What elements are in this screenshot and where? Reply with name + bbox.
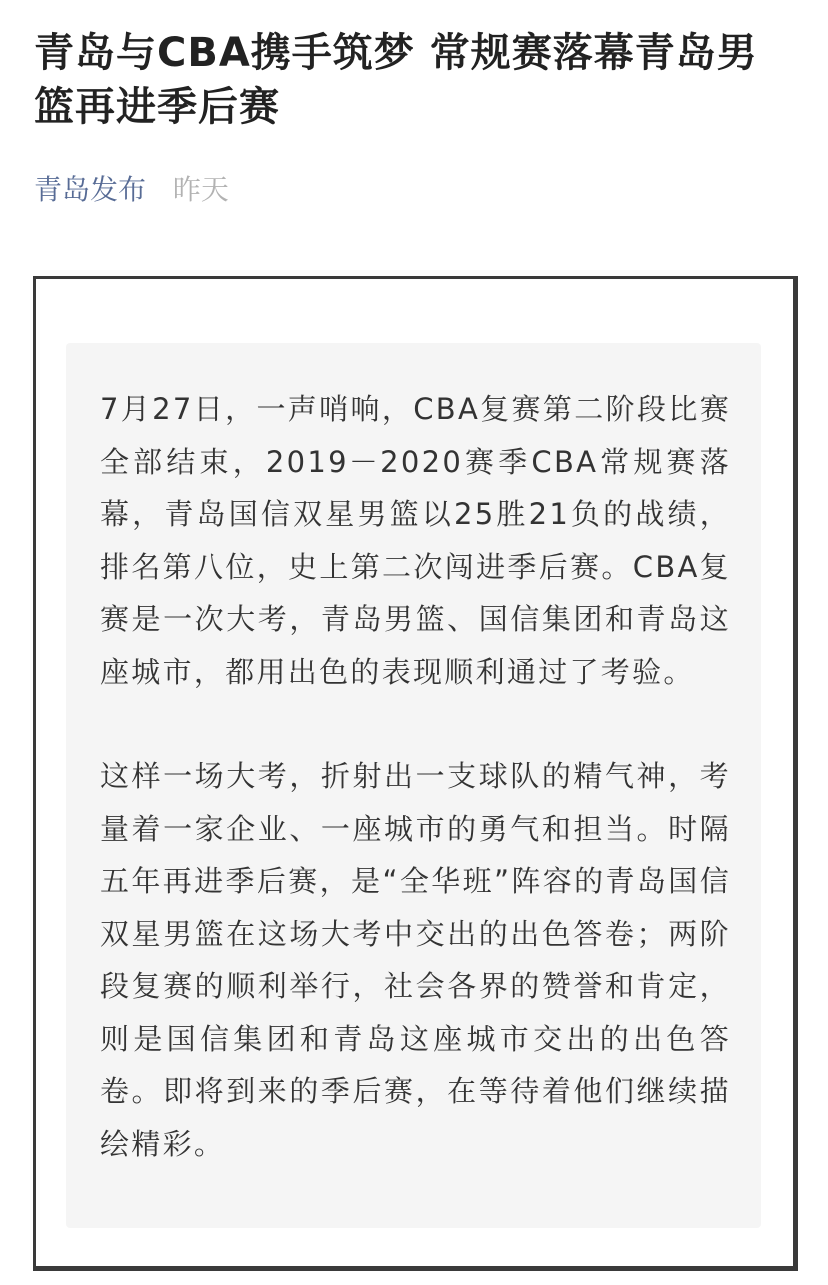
publish-time: 昨天: [172, 173, 229, 206]
article-meta: [34, 170, 229, 210]
source-account-link[interactable]: 青岛发布: [34, 173, 147, 206]
quote-paragraph-2: 这样一场大考，折射出一支球队的精气神，考量着一家企业、一座城市的勇气和担当。时隔五年再进季后赛，是“全华班”阵容的青岛国信双星男篮在这场大考中交出的出色答卷；两阶段复赛的顺利举行，社会各界的赞誉和肯定，则是国信集团和青岛这座城市交出的出色答卷。即将到来的季后赛，在等待着他们继续描绘精彩。: [100, 759, 731, 1161]
article-title: 青岛与CBA携手筑梦 常规赛落幕青岛男篮再进季后赛: [34, 30, 758, 130]
embedded-image-frame: [33, 276, 798, 1271]
quote-paragraph-1: 7月27日，一声哨响，CBA复赛第二阶段比赛全部结束，2019－2020赛季CBA常规赛落幕，青岛国信双星男篮以25胜21负的战绩，排名第八位，史上第二次闯进季后赛。CBA复赛是一次大考，青岛男篮、国信集团和青岛这座城市，都用出色的表现顺利通过了考验。: [100, 392, 731, 689]
quote-block: [66, 343, 761, 1228]
